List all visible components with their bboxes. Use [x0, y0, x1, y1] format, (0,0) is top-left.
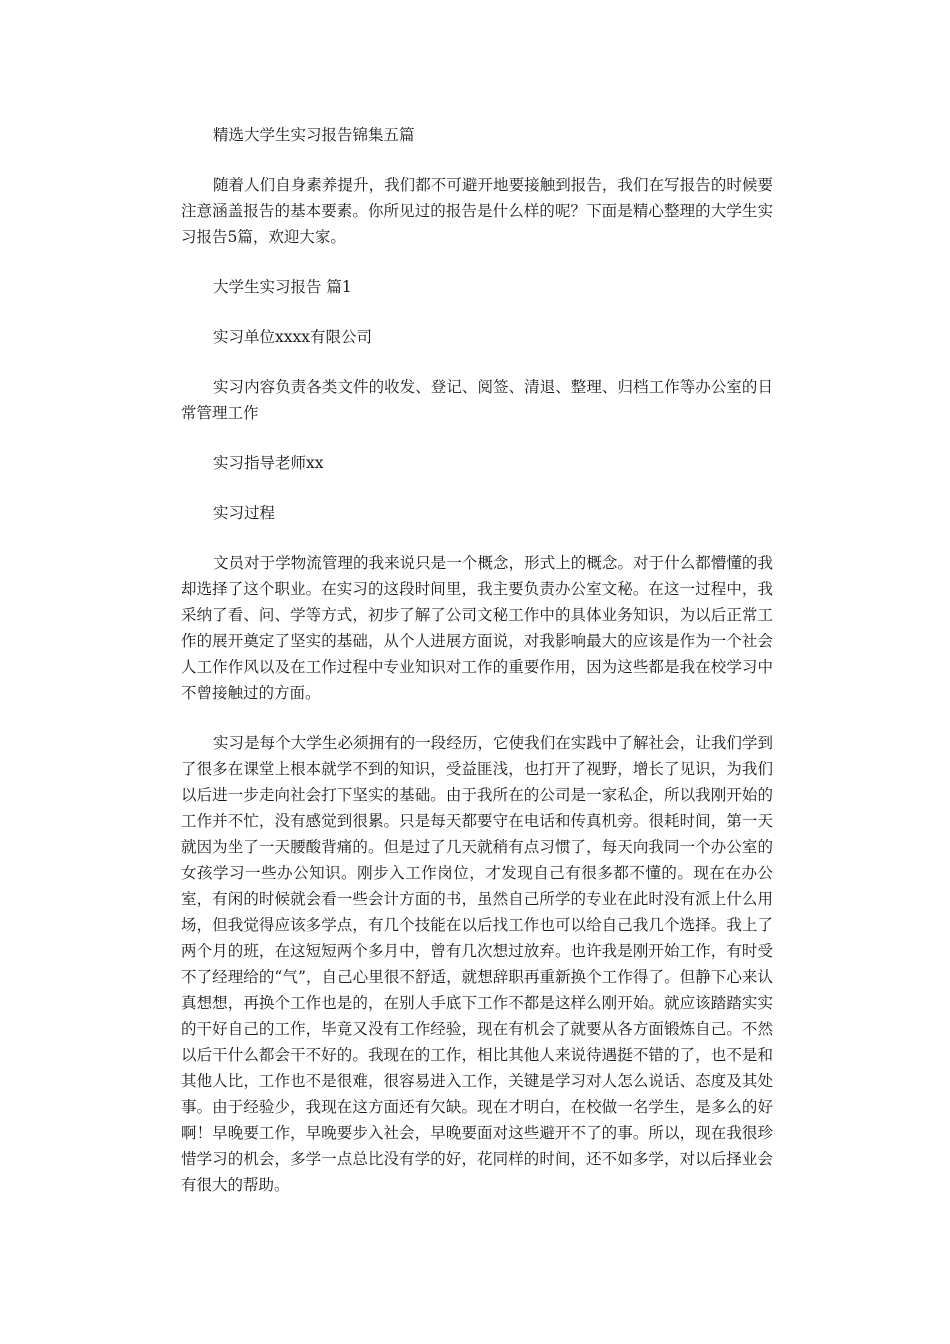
intro-paragraph: 随着人们自身素养提升，我们都不可避开地要接触到报告，我们在写报告的时候要注意涵盖报告的基本要素。你所见过的报告是什么样的呢？下面是精心整理的大学生实习报告5篇，欢迎大家。	[181, 176, 773, 246]
internship-teacher: 实习指导老师xx	[213, 454, 324, 472]
internship-unit: 实习单位xxxx有限公司	[213, 328, 372, 346]
body-paragraph-2: 实习是每个大学生必须拥有的一段经历，它使我们在实践中了解社会，让我们学到了很多在课堂上根本就学不到的知识，受益匪浅，也打开了视野，增长了见识，为我们以后进一步走向社会打下坚实的基础。由于我所在的公司是一家私企，所以我刚开始的工作并不忙，没有感觉到很累。只是每天都要守在电话和传真机旁。很耗时间，第一天就因为坐了一天腰酸背痛的。但是过了几天就稍有点习惯了，每天向我同一个办公室的女孩学习一些办公知识。刚步入工作岗位，才发现自己有很多都不懂的。现在在办公室，有闲的时候就会看一些会计方面的书，虽然自己所学的专业在此时没有派上什么用场，但我觉得应该多学点，有几个技能在以后找工作也可以给自己我几个选择。我上了两个月的班，在这短短两个多月中，曾有几次想过放弃。也许我是刚开始工作，有时受不了经理给的“气”，自己心里很不舒适，就想辞职再重新换个工作得了。但静下心来认真想想，再换个工作也是的，在别人手底下工作不都是这样么刚开始。就应该踏踏实实的干好自己的工作，毕竟又没有工作经验，现在有机会了就要从各方面锻炼自己。不然以后干什么都会干不好的。我现在的工作，相比其他人来说待遇挺不错的了，也不是和其他人比，工作也不是很难，很容易进入工作，关键是学习对人怎么说话、态度及其处事。由于经验少，我现在这方面还有欠缺。现在才明白，在校做一名学生，是多么的好啊！早晚要工作，早晚要步入社会，早晚要面对这些避开不了的事。所以，现在我很珍惜学习的机会，多学一点总比没有学的好，花同样的时间，还不如多学，对以后择业会有很大的帮助。	[181, 734, 773, 1194]
document-title: 精选大学生实习报告锦集五篇	[213, 126, 415, 144]
process-heading: 实习过程	[213, 504, 276, 522]
internship-content: 实习内容负责各类文件的收发、登记、阅签、清退、整理、归档工作等办公室的日常管理工作	[181, 378, 773, 422]
section-heading: 大学生实习报告 篇1	[213, 278, 352, 296]
document-page	[181, 122, 773, 1198]
body-paragraph-1: 文员对于学物流管理的我来说只是一个概念，形式上的概念。对于什么都懵懂的我却选择了这个职业。在实习的这段时间里，我主要负责办公室文秘。在这一过程中，我采纳了看、问、学等方式，初步了解了公司文秘工作中的具体业务知识，为以后正常工作的展开奠定了坚实的基础，从个人进展方面说，对我影响最大的应该是作为一个社会人工作作风以及在工作过程中专业知识对工作的重要作用，因为这些都是我在校学习中不曾接触过的方面。	[181, 554, 773, 702]
